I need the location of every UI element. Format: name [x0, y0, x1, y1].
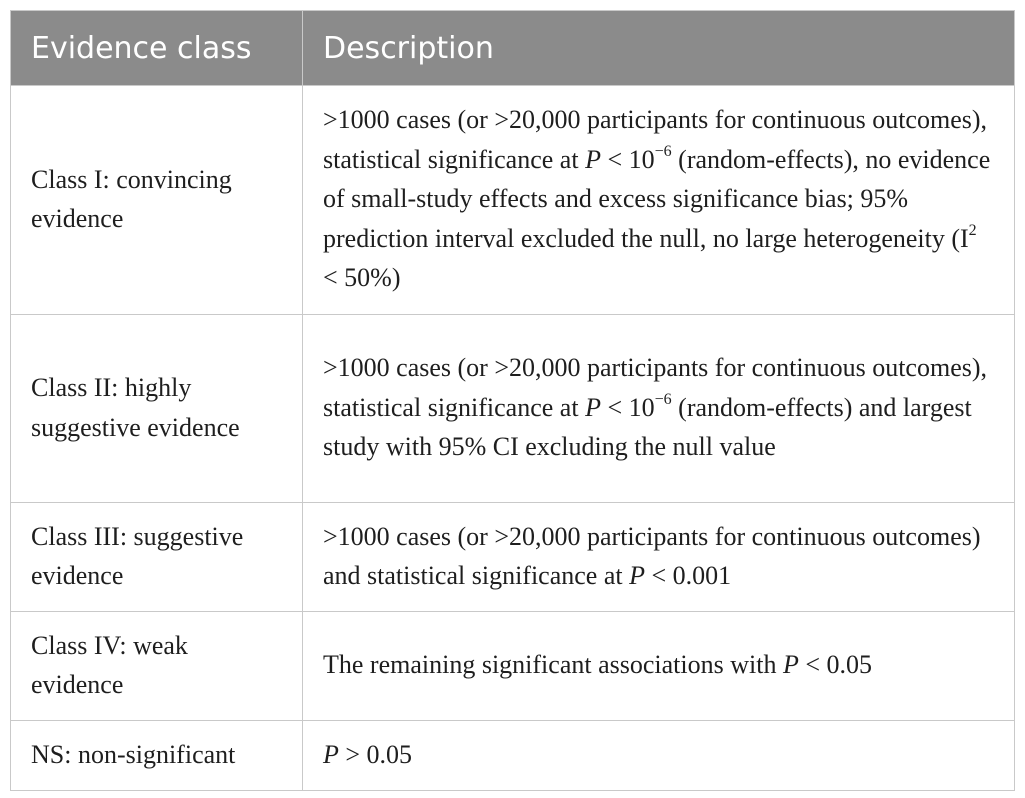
table-header-row — [11, 11, 1015, 86]
header-description: Description — [303, 11, 1015, 86]
p-symbol: P — [782, 650, 799, 680]
evidence-class-cell: Class III: suggestive evidence — [11, 503, 303, 612]
exponent: 2 — [968, 221, 977, 239]
table-row — [11, 503, 1015, 612]
p-symbol: P — [585, 392, 601, 422]
description-text: >1000 cases (or >20,000 participants for continuous outcomes), statistical significance at — [323, 105, 988, 174]
description-cell — [303, 86, 1015, 315]
description-text: >1000 cases (or >20,000 participants for continuous outcomes) and statistical significance at — [323, 521, 981, 590]
evidence-class-cell: Class IV: weak evidence — [11, 612, 303, 721]
description-text: < 0.05 — [798, 650, 873, 680]
evidence-class-cell: Class I: convincing evidence — [11, 86, 303, 315]
p-symbol: P — [629, 561, 645, 590]
description-text: < 50%) — [323, 263, 401, 293]
table-row — [11, 86, 1015, 315]
description-text: < 0.001 — [645, 561, 732, 590]
description-text: The remaining significant associations with — [323, 650, 783, 680]
description-cell — [303, 612, 1015, 721]
description-cell — [303, 721, 1015, 791]
description-text: >1000 cases (or >20,000 participants for continuous outcomes), statistical significance at — [323, 353, 988, 422]
description-text: > 0.05 — [338, 739, 413, 769]
exponent: −6 — [654, 142, 672, 160]
description-text: < 10 — [600, 144, 655, 174]
description-text: < 10 — [600, 392, 655, 422]
table-row — [11, 721, 1015, 791]
table-row — [11, 612, 1015, 721]
p-symbol: P — [323, 739, 339, 769]
description-text: (random-effects) and largest study with 95% CI excluding the null value — [323, 392, 972, 462]
evidence-class-cell: Class II: highly suggestive evidence — [11, 315, 303, 503]
description-text: (random-effects), no evidence of small-study effects and excess significance bias; 95% prediction interval excluded the null, no large heterogeneity (I — [323, 144, 991, 253]
p-symbol: P — [585, 144, 601, 174]
evidence-class-table — [10, 10, 1015, 791]
description-cell — [303, 315, 1015, 503]
exponent: −6 — [654, 390, 672, 408]
evidence-class-cell: NS: non-significant — [11, 721, 303, 791]
header-evidence-class: Evidence class — [11, 11, 303, 86]
description-cell — [303, 503, 1015, 612]
table-row — [11, 315, 1015, 503]
